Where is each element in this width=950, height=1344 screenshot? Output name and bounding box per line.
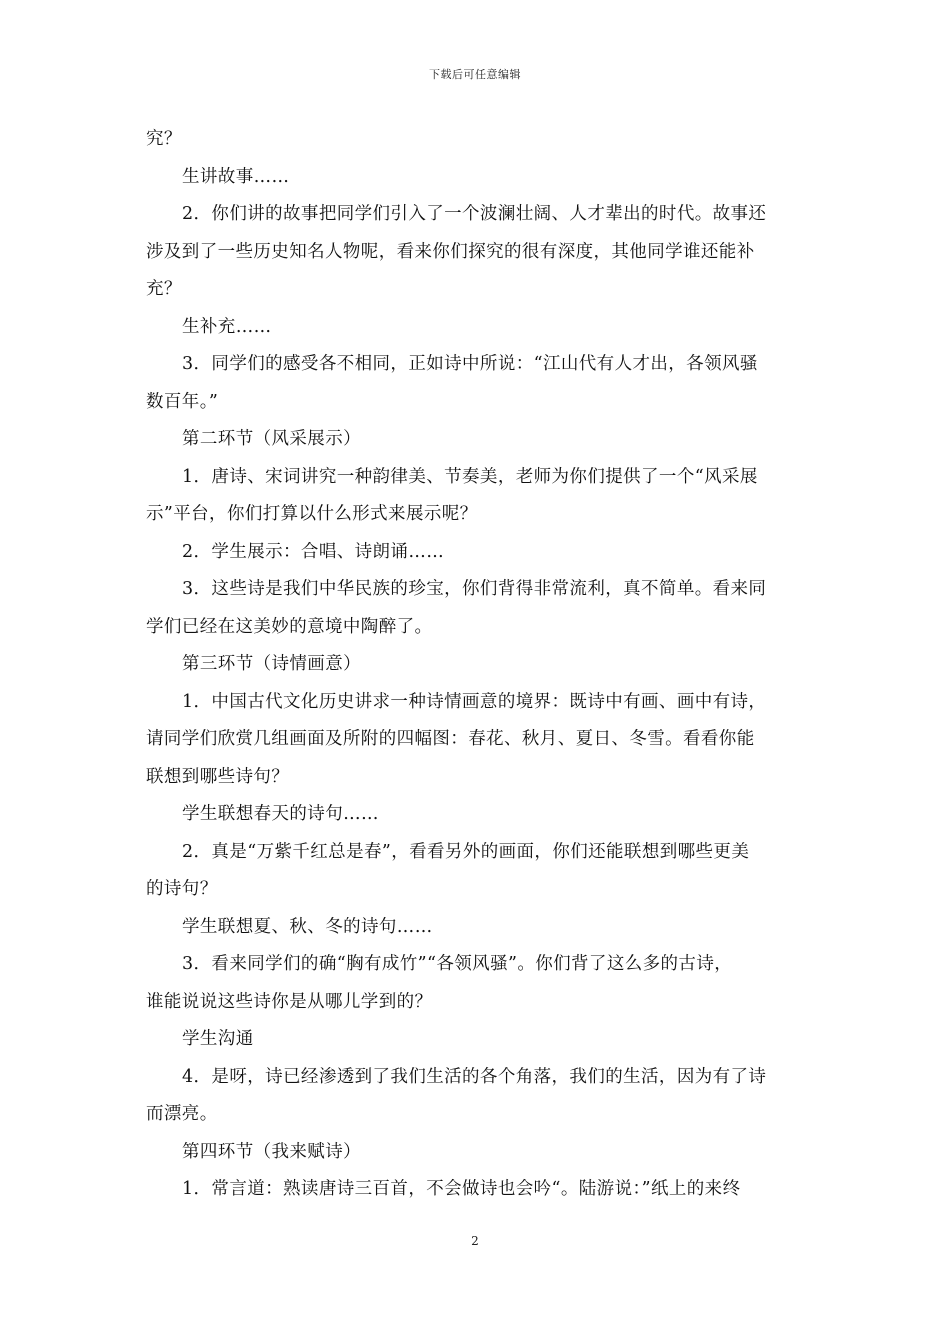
text-line: 充？ <box>146 279 182 299</box>
text-line: 联想到哪些诗句？ <box>146 766 290 787</box>
text-line: 2．学生展示：合唱、诗朗诵…… <box>182 541 445 562</box>
text-line: 2．你们讲的故事把同学们引入了一个波澜壮阔、人才辈出的时代。故事还 <box>182 204 767 224</box>
text-line: 4．是呀，诗已经渗透到了我们生活的各个角落，我们的生活，因为有了诗 <box>182 1066 767 1087</box>
page-number: 2 <box>471 1234 479 1248</box>
text-line: 学生联想春天的诗句…… <box>182 804 379 824</box>
text-line: 生讲故事…… <box>182 166 290 187</box>
text-line: 学们已经在这美妙的意境中陶醉了。 <box>146 616 433 637</box>
text-line: 谁能说说这些诗你是从哪儿学到的？ <box>146 991 433 1012</box>
section-heading: 第二环节（风采展示） <box>182 429 361 449</box>
text-line: 2．真是“万紫千红总是春”，看看另外的画面，你们还能联想到哪些更美 <box>182 841 750 862</box>
section-heading: 第四环节（我来赋诗） <box>182 1141 361 1162</box>
text-line: 数百年。” <box>146 391 219 412</box>
section-heading: 第三环节（诗情画意） <box>182 654 361 674</box>
text-line: 3．看来同学们的确“胸有成竹”“各领风骚”。你们背了这么多的古诗， <box>182 954 733 974</box>
text-line: 1．常言道：熟读唐诗三百首，不会做诗也会吟“。陆游说：”纸上的来终 <box>182 1179 741 1199</box>
page-header: 下载后可任意编辑 <box>429 68 521 81</box>
text-line: 3．同学们的感受各不相同，正如诗中所说：“江山代有人才出，各领风骚 <box>182 354 758 374</box>
text-line: 的诗句？ <box>146 879 218 899</box>
text-line: 1．中国古代文化历史讲求一种诗情画意的境界：既诗中有画、画中有诗， <box>182 691 767 712</box>
text-line: 学生联想夏、秋、冬的诗句…… <box>182 916 433 937</box>
text-line: 3．这些诗是我们中华民族的珍宝，你们背得非常流利，真不简单。看来同 <box>182 579 767 599</box>
text-line: 究？ <box>146 129 182 149</box>
text-line: 示”平台，你们打算以什么形式来展示呢？ <box>146 504 478 524</box>
document-body <box>146 121 808 1209</box>
text-line: 而漂亮。 <box>146 1104 218 1124</box>
text-line: 1．唐诗、宋词讲究一种韵律美、节奏美，老师为你们提供了一个“风采展 <box>182 466 758 487</box>
text-line: 请同学们欣赏几组画面及所附的四幅图：春花、秋月、夏日、冬雪。看看你能 <box>146 729 755 749</box>
text-line: 涉及到了一些历史知名人物呢，看来你们探究的很有深度，其他同学谁还能补 <box>146 241 755 262</box>
text-line: 生补充…… <box>182 316 272 337</box>
text-line: 学生沟通 <box>182 1029 254 1049</box>
